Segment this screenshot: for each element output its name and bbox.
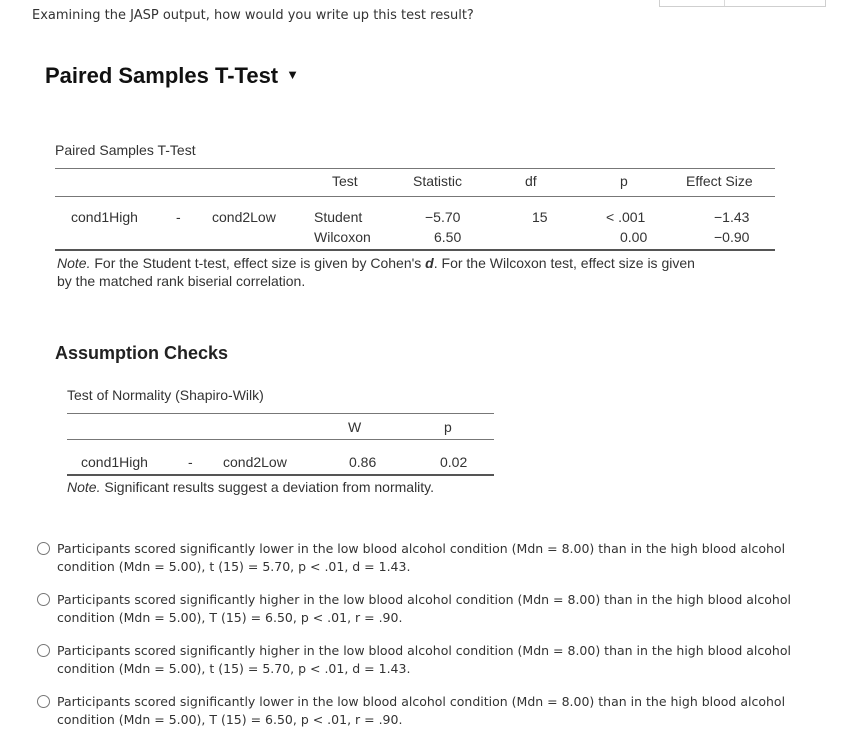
table-bottom-rule bbox=[55, 249, 775, 251]
normality-top-rule bbox=[67, 413, 494, 414]
caret-down-icon[interactable]: ▼ bbox=[286, 67, 300, 82]
answer-option-4[interactable] bbox=[37, 693, 797, 729]
normality-table-title: Test of Normality (Shapiro-Wilk) bbox=[67, 387, 264, 403]
radio-button-4[interactable] bbox=[37, 695, 50, 708]
option-2-line2: condition (Mdn = 5.00), T (15) = 6.50, p < .01, r = .90. bbox=[57, 610, 403, 625]
normality-w-value: 0.86 bbox=[349, 454, 377, 470]
col-header-w: W bbox=[348, 419, 362, 435]
normality-note-label: Note. bbox=[67, 479, 101, 495]
ttest-table-title: Paired Samples T-Test bbox=[55, 142, 196, 158]
normality-note-text: Significant results suggest a deviation from normality. bbox=[100, 479, 435, 495]
note-text-a: For the Student t-test, effect size is given by Cohen's bbox=[90, 255, 426, 271]
row-student-statistic: −5.70 bbox=[425, 209, 461, 225]
radio-button-1[interactable] bbox=[37, 542, 50, 555]
option-4-line2: condition (Mdn = 5.00), T (15) = 6.50, p < .01, r = .90. bbox=[57, 712, 403, 727]
col-header-df: df bbox=[525, 173, 537, 189]
row-student-effect: −1.43 bbox=[714, 209, 750, 225]
answer-box-fragment bbox=[659, 0, 826, 7]
normality-note bbox=[67, 478, 567, 496]
answer-option-2[interactable] bbox=[37, 591, 797, 627]
header-rule bbox=[55, 196, 775, 197]
normality-p-value: 0.02 bbox=[440, 454, 468, 470]
radio-button-3[interactable] bbox=[37, 644, 50, 657]
option-4-line1: Participants scored significantly lower in the low blood alcohol condition (Mdn = 8.00) than in the high blood alcohol bbox=[57, 694, 786, 709]
radio-button-2[interactable] bbox=[37, 593, 50, 606]
answer-option-1[interactable] bbox=[37, 540, 797, 576]
normality-bottom-rule bbox=[67, 474, 494, 476]
col-header-statistic: Statistic bbox=[413, 173, 463, 189]
normality-header-rule bbox=[67, 439, 494, 440]
normality-dash: - bbox=[188, 454, 193, 470]
col-header-p-normality: p bbox=[444, 419, 452, 435]
row-wilcoxon-p: 0.00 bbox=[620, 229, 648, 245]
row-wilcoxon-test: Wilcoxon bbox=[314, 229, 371, 245]
row-student-p: < .001 bbox=[606, 209, 646, 225]
measure1-label: cond1High bbox=[71, 209, 138, 225]
note-text-b: . For the Wilcoxon test, effect size is given bbox=[433, 255, 695, 271]
option-1-line1: Participants scored significantly lower in the low blood alcohol condition (Mdn = 8.00) than in the high blood alcohol bbox=[57, 541, 786, 556]
page-title-text: Paired Samples T-Test bbox=[45, 63, 279, 88]
answer-box-divider bbox=[724, 0, 725, 6]
col-header-test: Test bbox=[332, 173, 358, 189]
note-text-d: d bbox=[425, 255, 434, 271]
normality-measure1: cond1High bbox=[81, 454, 148, 470]
option-3-line1: Participants scored significantly higher in the low blood alcohol condition (Mdn = 8.00) than in the high blood alcohol bbox=[57, 643, 791, 658]
col-header-effect-size: Effect Size bbox=[686, 173, 753, 189]
ttest-note bbox=[57, 254, 787, 290]
page-title bbox=[45, 63, 299, 89]
assumption-checks-title: Assumption Checks bbox=[55, 343, 229, 363]
option-1-line2: condition (Mdn = 5.00), t (15) = 5.70, p < .01, d = 1.43. bbox=[57, 559, 411, 574]
option-2-line1: Participants scored significantly higher in the low blood alcohol condition (Mdn = 8.00) than in the high blood alcohol bbox=[57, 592, 791, 607]
row-student-test: Student bbox=[314, 209, 363, 225]
measure-dash: - bbox=[176, 209, 181, 225]
option-3-line2: condition (Mdn = 5.00), t (15) = 5.70, p < .01, d = 1.43. bbox=[57, 661, 411, 676]
question-text: Examining the JASP output, how would you write up this test result? bbox=[32, 8, 474, 23]
note-text-c: by the matched rank biserial correlation. bbox=[57, 273, 306, 289]
row-wilcoxon-effect: −0.90 bbox=[714, 229, 750, 245]
row-student-df: 15 bbox=[532, 209, 548, 225]
note-label: Note. bbox=[57, 255, 91, 271]
measure2-label: cond2Low bbox=[212, 209, 276, 225]
normality-measure2: cond2Low bbox=[223, 454, 287, 470]
row-wilcoxon-statistic: 6.50 bbox=[434, 229, 462, 245]
col-header-p: p bbox=[620, 173, 628, 189]
answer-option-3[interactable] bbox=[37, 642, 797, 678]
table-top-rule bbox=[55, 168, 775, 169]
